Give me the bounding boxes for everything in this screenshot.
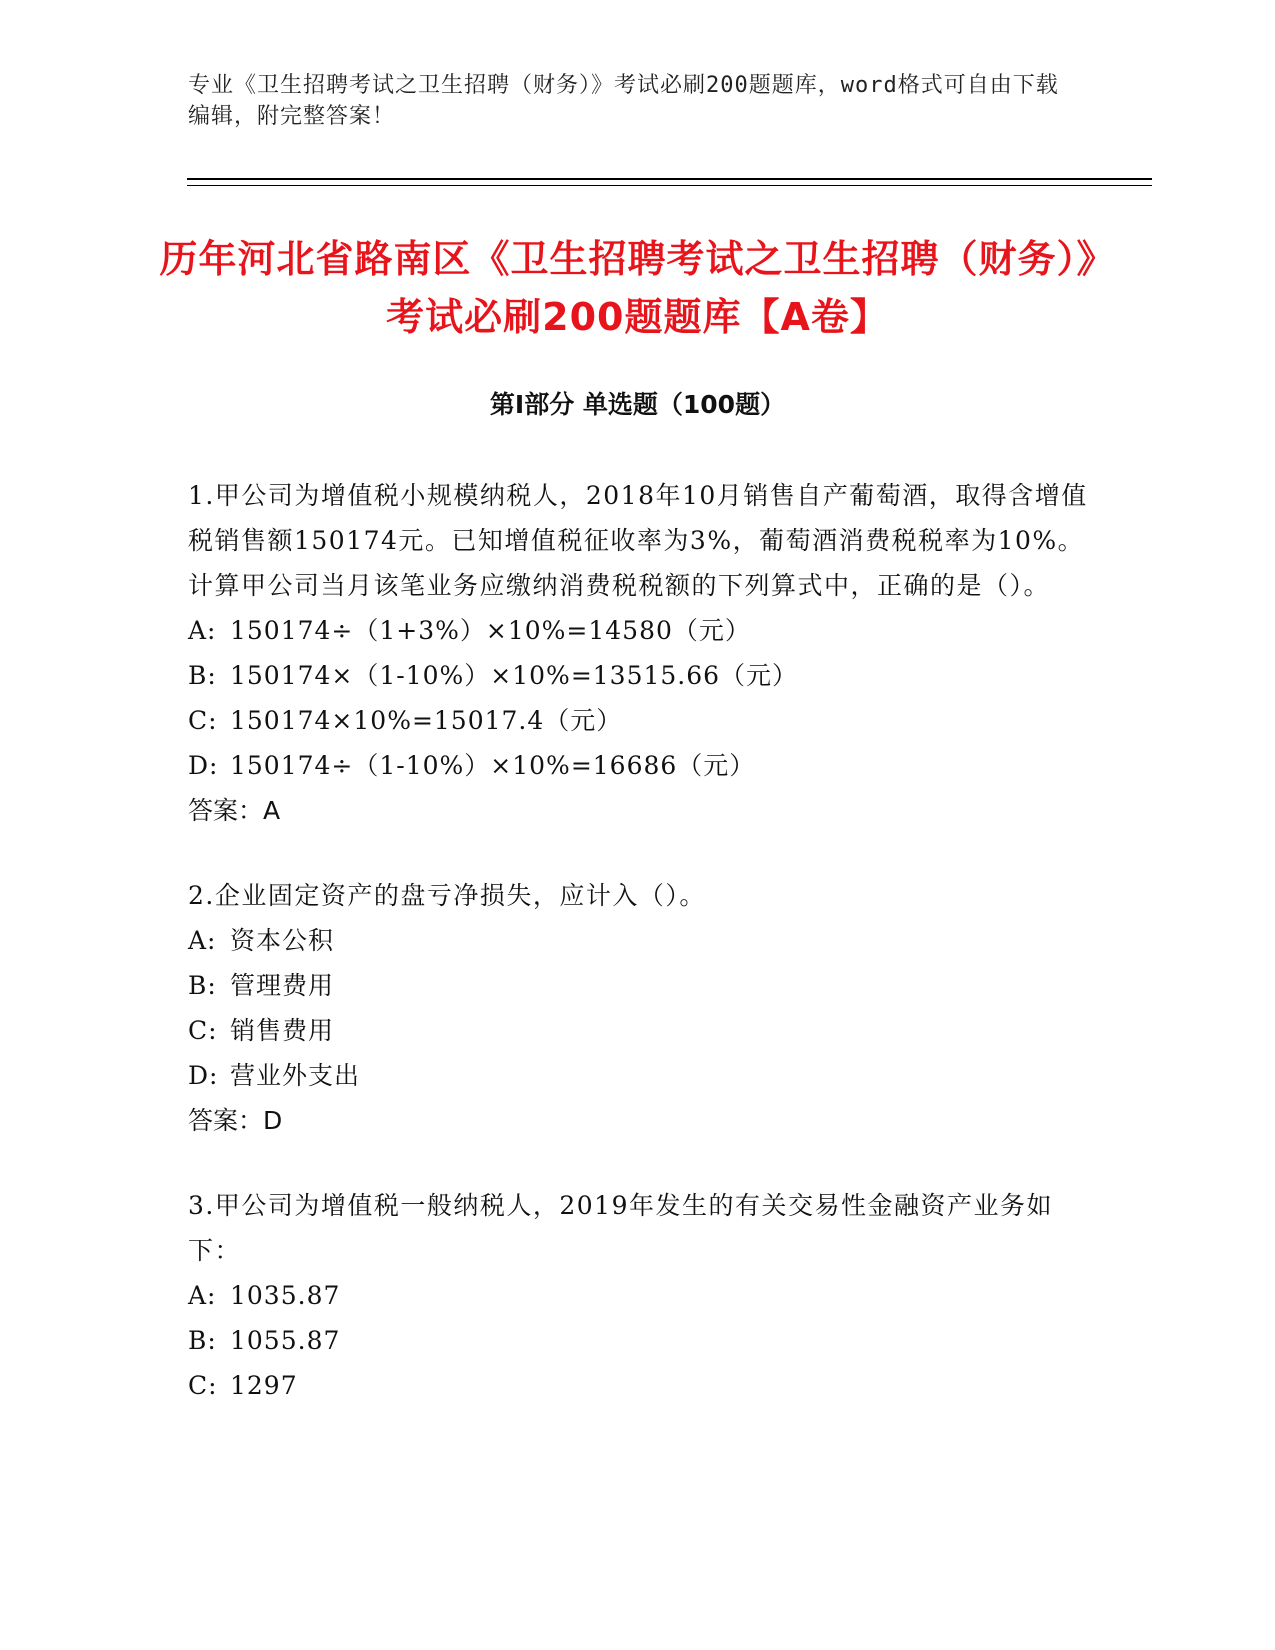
option-text: 管理费用 [230, 971, 335, 1000]
option-text: 150174×（1-10%）×10%=13515.66（元） [230, 661, 799, 690]
option-text: 1055.87 [230, 1326, 341, 1355]
option-c [188, 1363, 1088, 1408]
option-a [188, 1273, 1088, 1318]
option-text: 资本公积 [230, 926, 335, 955]
document-title: 历年河北省路南区《卫生招聘考试之卫生招聘（财务）》考试必刷200题题库【A卷】 [159, 237, 1116, 339]
option-letter: B: [188, 661, 217, 690]
option-a [188, 918, 1088, 963]
option-d [188, 1053, 1088, 1098]
question-3 [188, 1183, 1088, 1408]
option-text: 1297 [230, 1371, 298, 1400]
option-text: 150174÷（1-10%）×10%=16686（元） [230, 751, 756, 780]
option-text: 150174÷（1+3%）×10%=14580（元） [230, 616, 751, 645]
option-letter: A: [188, 1281, 217, 1310]
question-2 [188, 873, 1088, 1143]
option-letter: D: [188, 751, 219, 780]
option-b [188, 1318, 1088, 1363]
question-stem: 1.甲公司为增值税小规模纳税人，2018年10月销售自产葡萄酒，取得含增值税销售额150174元。已知增值税征收率为3%，葡萄酒消费税税率为10%。计算甲公司当月该笔业务应缴纳消费税税额的下列算式中，正确的是（）。 [188, 481, 1088, 600]
header-rule-thin [187, 185, 1152, 186]
header-note: 专业《卫生招聘考试之卫生招聘（财务）》考试必刷200题题库，word格式可自由下载编辑，附完整答案！ [188, 73, 1059, 129]
option-letter: B: [188, 971, 217, 1000]
option-letter: C: [188, 706, 218, 735]
header-rule-thick [187, 178, 1152, 180]
section-heading: 第I部分 单选题（100题） [489, 390, 786, 419]
question-stem: 2.企业固定资产的盘亏净损失，应计入（）。 [188, 881, 706, 910]
option-letter: D: [188, 1061, 219, 1090]
option-text: 1035.87 [230, 1281, 341, 1310]
option-letter: A: [188, 926, 217, 955]
option-c [188, 1008, 1088, 1053]
answer-line: 答案：A [188, 796, 281, 825]
option-d [188, 743, 1088, 788]
question-list [188, 473, 1088, 1448]
option-a [188, 608, 1088, 653]
option-text: 销售费用 [230, 1016, 335, 1045]
question-1 [188, 473, 1088, 833]
option-text: 150174×10%=15017.4（元） [230, 706, 623, 735]
option-letter: C: [188, 1016, 218, 1045]
option-b [188, 653, 1088, 698]
option-letter: A: [188, 616, 217, 645]
option-c [188, 698, 1088, 743]
option-letter: C: [188, 1371, 218, 1400]
option-letter: B: [188, 1326, 217, 1355]
option-b [188, 963, 1088, 1008]
question-stem: 3.甲公司为增值税一般纳税人，2019年发生的有关交易性金融资产业务如下： [188, 1191, 1053, 1265]
option-text: 营业外支出 [230, 1061, 361, 1090]
answer-line: 答案：D [188, 1106, 283, 1135]
